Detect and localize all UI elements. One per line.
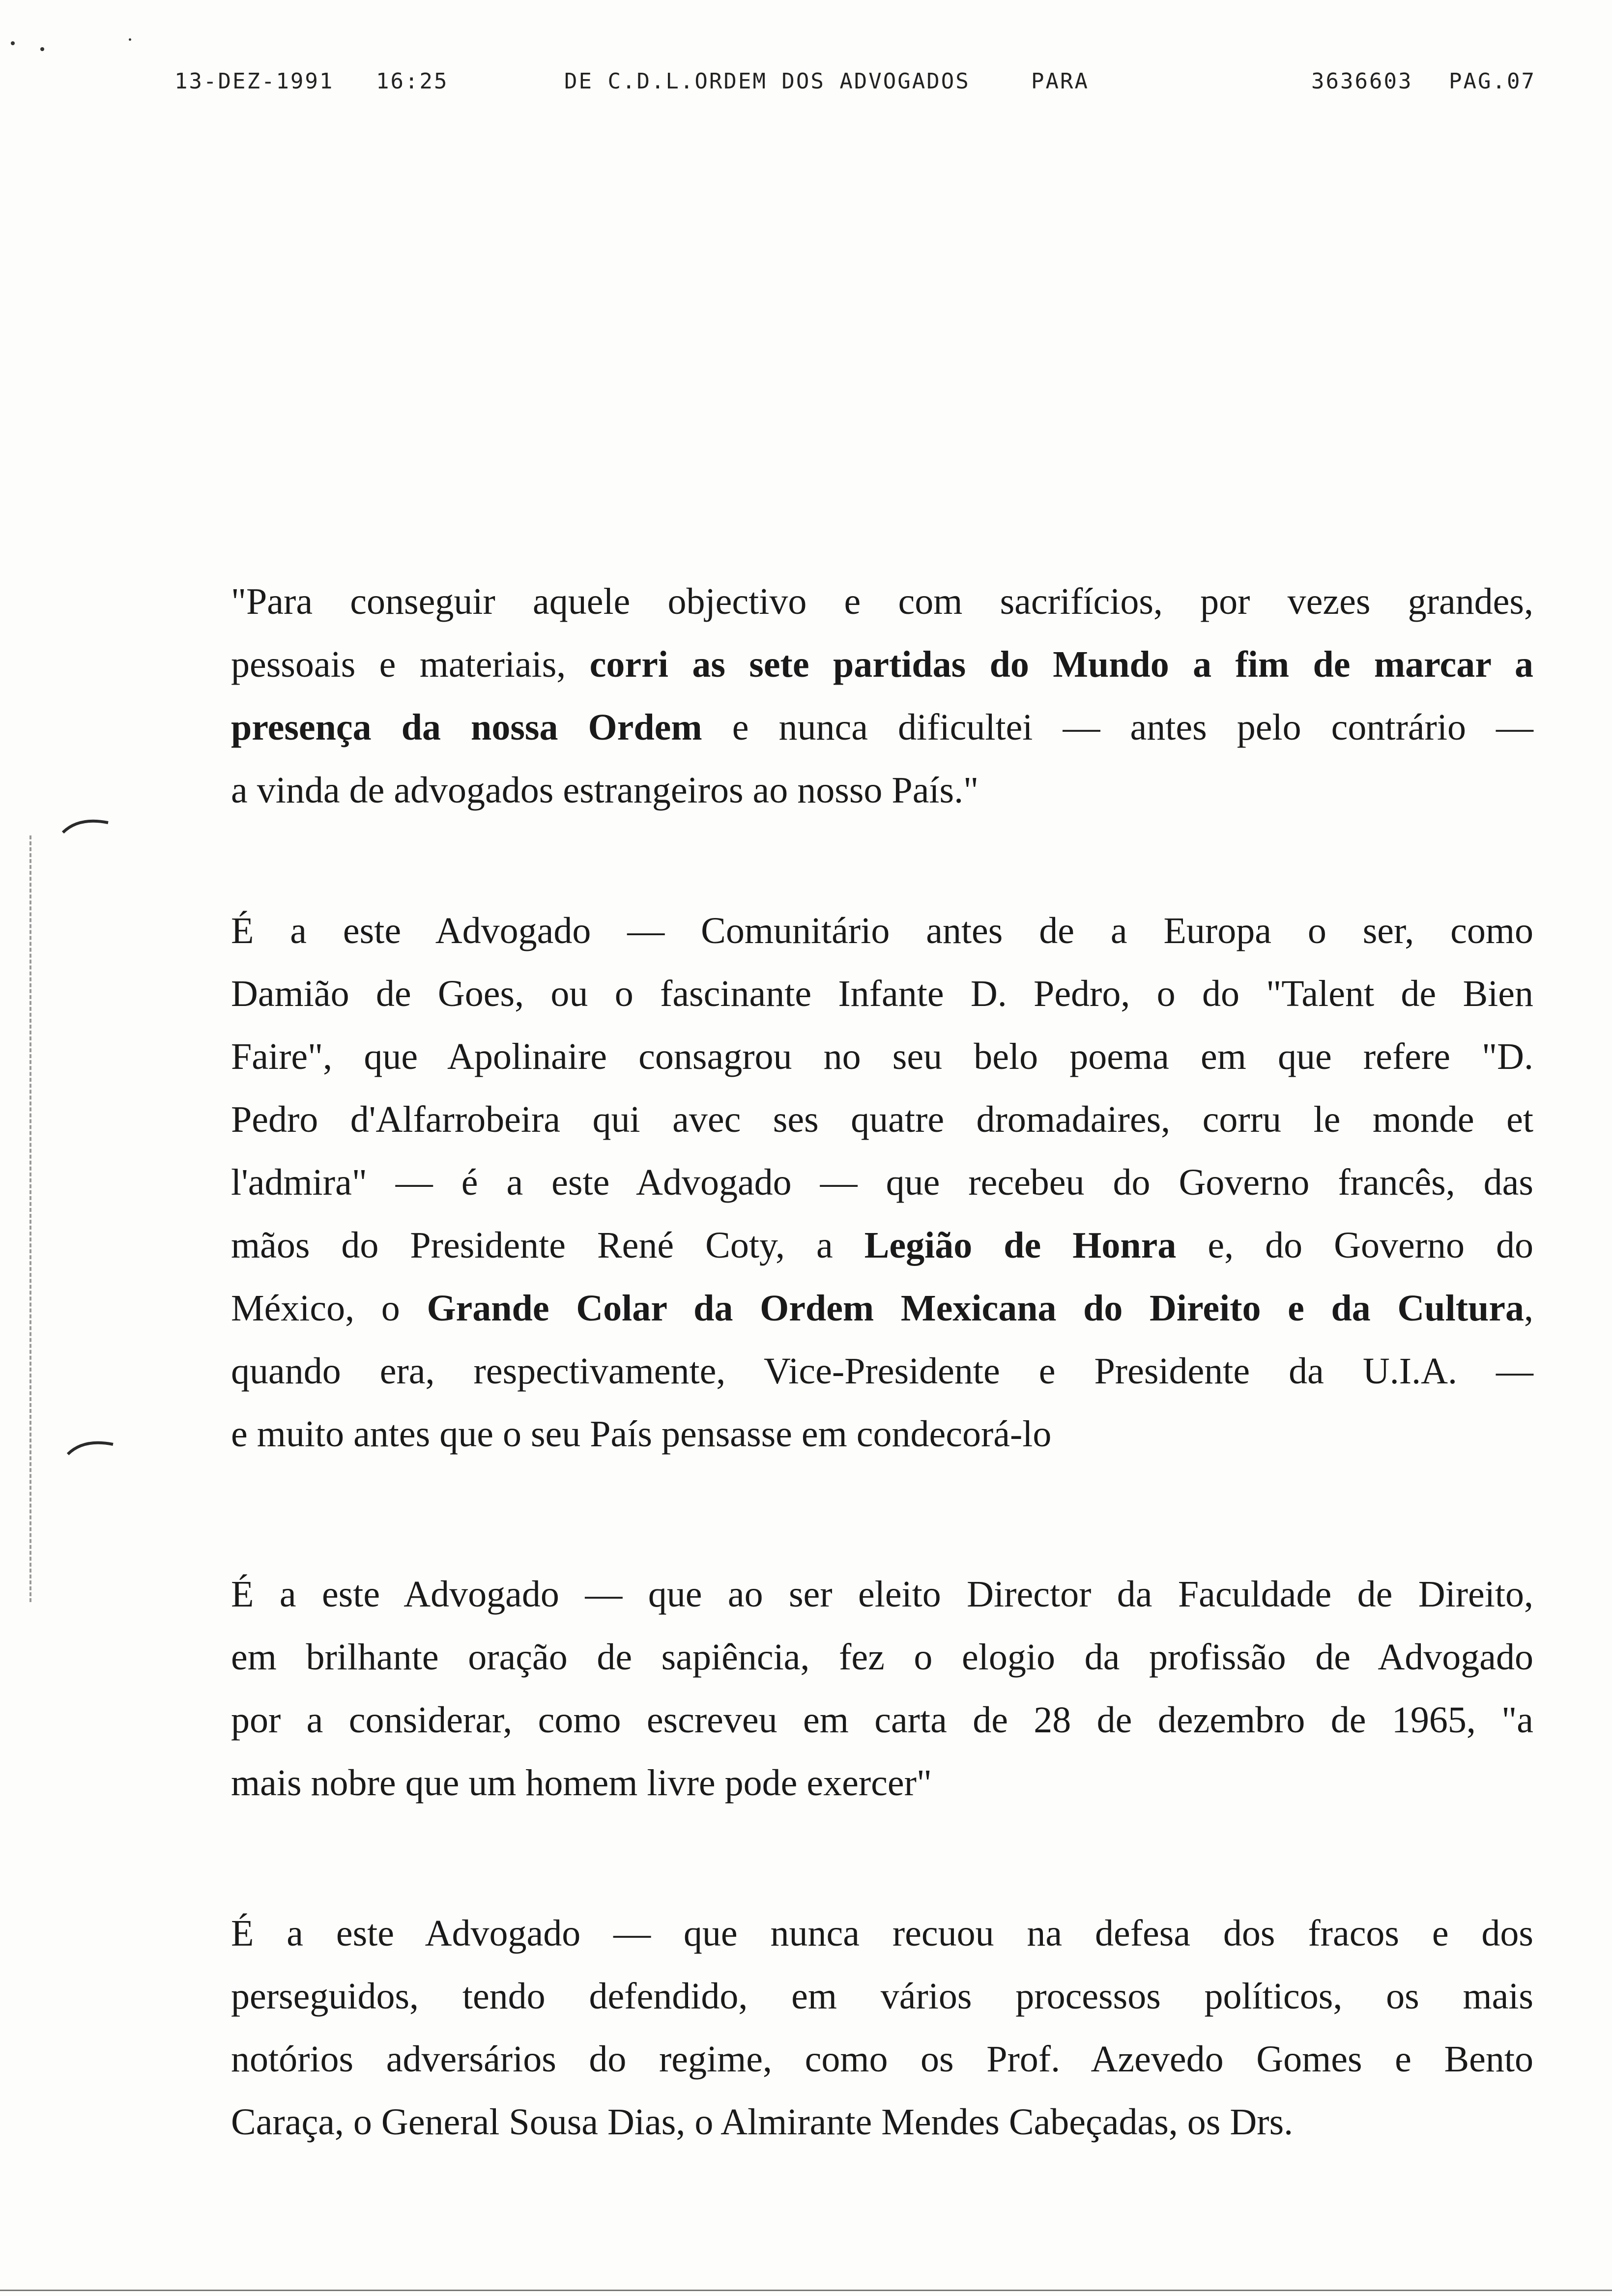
bold-text-run: presença da nossa Ordem (231, 707, 702, 748)
text-line (231, 1025, 1533, 1088)
left-margin-rule (29, 835, 33, 1602)
scan-speck (129, 38, 131, 41)
text-run: Damião de Goes, ou o fascinante Infante D. Pedro, o do "Talent de Bien (231, 973, 1533, 1014)
text-run: Faire", que Apolinaire consagrou no seu belo poema em que refere "D. (231, 1036, 1533, 1077)
text-run: México, o (231, 1288, 427, 1329)
text-run: Caraça, o General Sousa Dias, o Almirante Mendes Cabeçadas, os Drs. (231, 2101, 1294, 2143)
text-run: , (1524, 1288, 1534, 1329)
text-run: perseguidos, tendo defendido, em vários processos políticos, os mais (231, 1976, 1533, 2017)
text-line (231, 1902, 1533, 1965)
bold-text-run: Legião de Honra (864, 1225, 1177, 1266)
scan-speck (11, 41, 15, 45)
text-run: l'admira" — é a este Advogado — que recebeu do Governo francês, das (231, 1162, 1533, 1203)
text-run: É a este Advogado — Comunitário antes de a Europa o ser, como (231, 910, 1533, 951)
text-line (231, 1277, 1533, 1340)
text-run: a vinda de advogados estrangeiros ao nosso País." (231, 770, 979, 811)
text-run: e muito antes que o seu País pensasse em condecorá-lo (231, 1413, 1052, 1455)
bold-text-run: Grande Colar da Ordem Mexicana do Direito e da Cultura (427, 1288, 1525, 1329)
text-line (231, 1214, 1533, 1277)
text-run: notórios adversários do regime, como os Prof. Azevedo Gomes e Bento (231, 2038, 1533, 2080)
text-run: "Para conseguir aquele objectivo e com sacrifícios, por vezes grandes, (231, 581, 1533, 622)
text-line (231, 696, 1533, 759)
paragraph-political-defence (231, 1902, 1533, 2153)
text-run: em brilhante oração de sapiência, fez o elogio da profissão de Advogado (231, 1636, 1533, 1678)
paragraph-faculty-director (231, 1563, 1533, 1814)
text-line (231, 1689, 1533, 1751)
text-run: É a este Advogado — que nunca recuou na defesa dos fracos e dos (231, 1913, 1533, 1954)
fax-time: 16:25 (376, 69, 449, 94)
text-run: mais nobre que um homem livre pode exercer" (231, 1762, 932, 1804)
fax-page-number: PAG.07 (1449, 69, 1536, 94)
fax-date: 13-DEZ-1991 (174, 69, 334, 94)
text-run: Pedro d'Alfarrobeira qui avec ses quatre dromadaires, corru le monde et (231, 1099, 1533, 1140)
fax-sender: DE C.D.L.ORDEM DOS ADVOGADOS (564, 69, 970, 94)
text-run: pessoais e materiais, (231, 644, 590, 685)
bold-text-run: corri as sete partidas do Mundo a fim de marcar a (589, 644, 1533, 685)
text-line (231, 899, 1533, 962)
text-run: quando era, respectivamente, Vice-Presidente e Presidente da U.I.A. — (231, 1350, 1533, 1392)
margin-hook-mark (59, 811, 113, 840)
text-run: por a considerar, como escreveu em carta de 28 de dezembro de 1965, "a (231, 1699, 1533, 1741)
text-run: e nunca dificultei — antes pelo contrário — (702, 707, 1533, 748)
text-line (231, 1751, 1533, 1814)
paragraph-quote (231, 570, 1533, 822)
scan-speck (40, 47, 44, 51)
text-line (231, 2091, 1533, 2153)
text-run: e, do Governo do (1176, 1225, 1533, 1266)
text-line (231, 1403, 1533, 1465)
text-line (231, 1965, 1533, 2028)
fax-number: 3636603 (1311, 69, 1413, 94)
paragraph-legion-of-honour (231, 899, 1533, 1465)
margin-hook-mark (64, 1433, 118, 1462)
text-line (231, 759, 1533, 822)
text-line (231, 1563, 1533, 1626)
text-line (231, 2028, 1533, 2091)
fax-recipient-label: PARA (1031, 69, 1089, 94)
text-line (231, 962, 1533, 1025)
text-line (231, 633, 1533, 696)
text-line (231, 1088, 1533, 1151)
text-line (231, 1340, 1533, 1403)
text-line (231, 1626, 1533, 1689)
text-run: mãos do Presidente René Coty, a (231, 1225, 864, 1266)
text-line (231, 570, 1533, 633)
fax-transmission-header (0, 69, 1612, 113)
text-run: É a este Advogado — que ao ser eleito Director da Faculdade de Direito, (231, 1574, 1533, 1615)
text-line (231, 1151, 1533, 1214)
bottom-edge-rule (0, 2290, 1612, 2291)
